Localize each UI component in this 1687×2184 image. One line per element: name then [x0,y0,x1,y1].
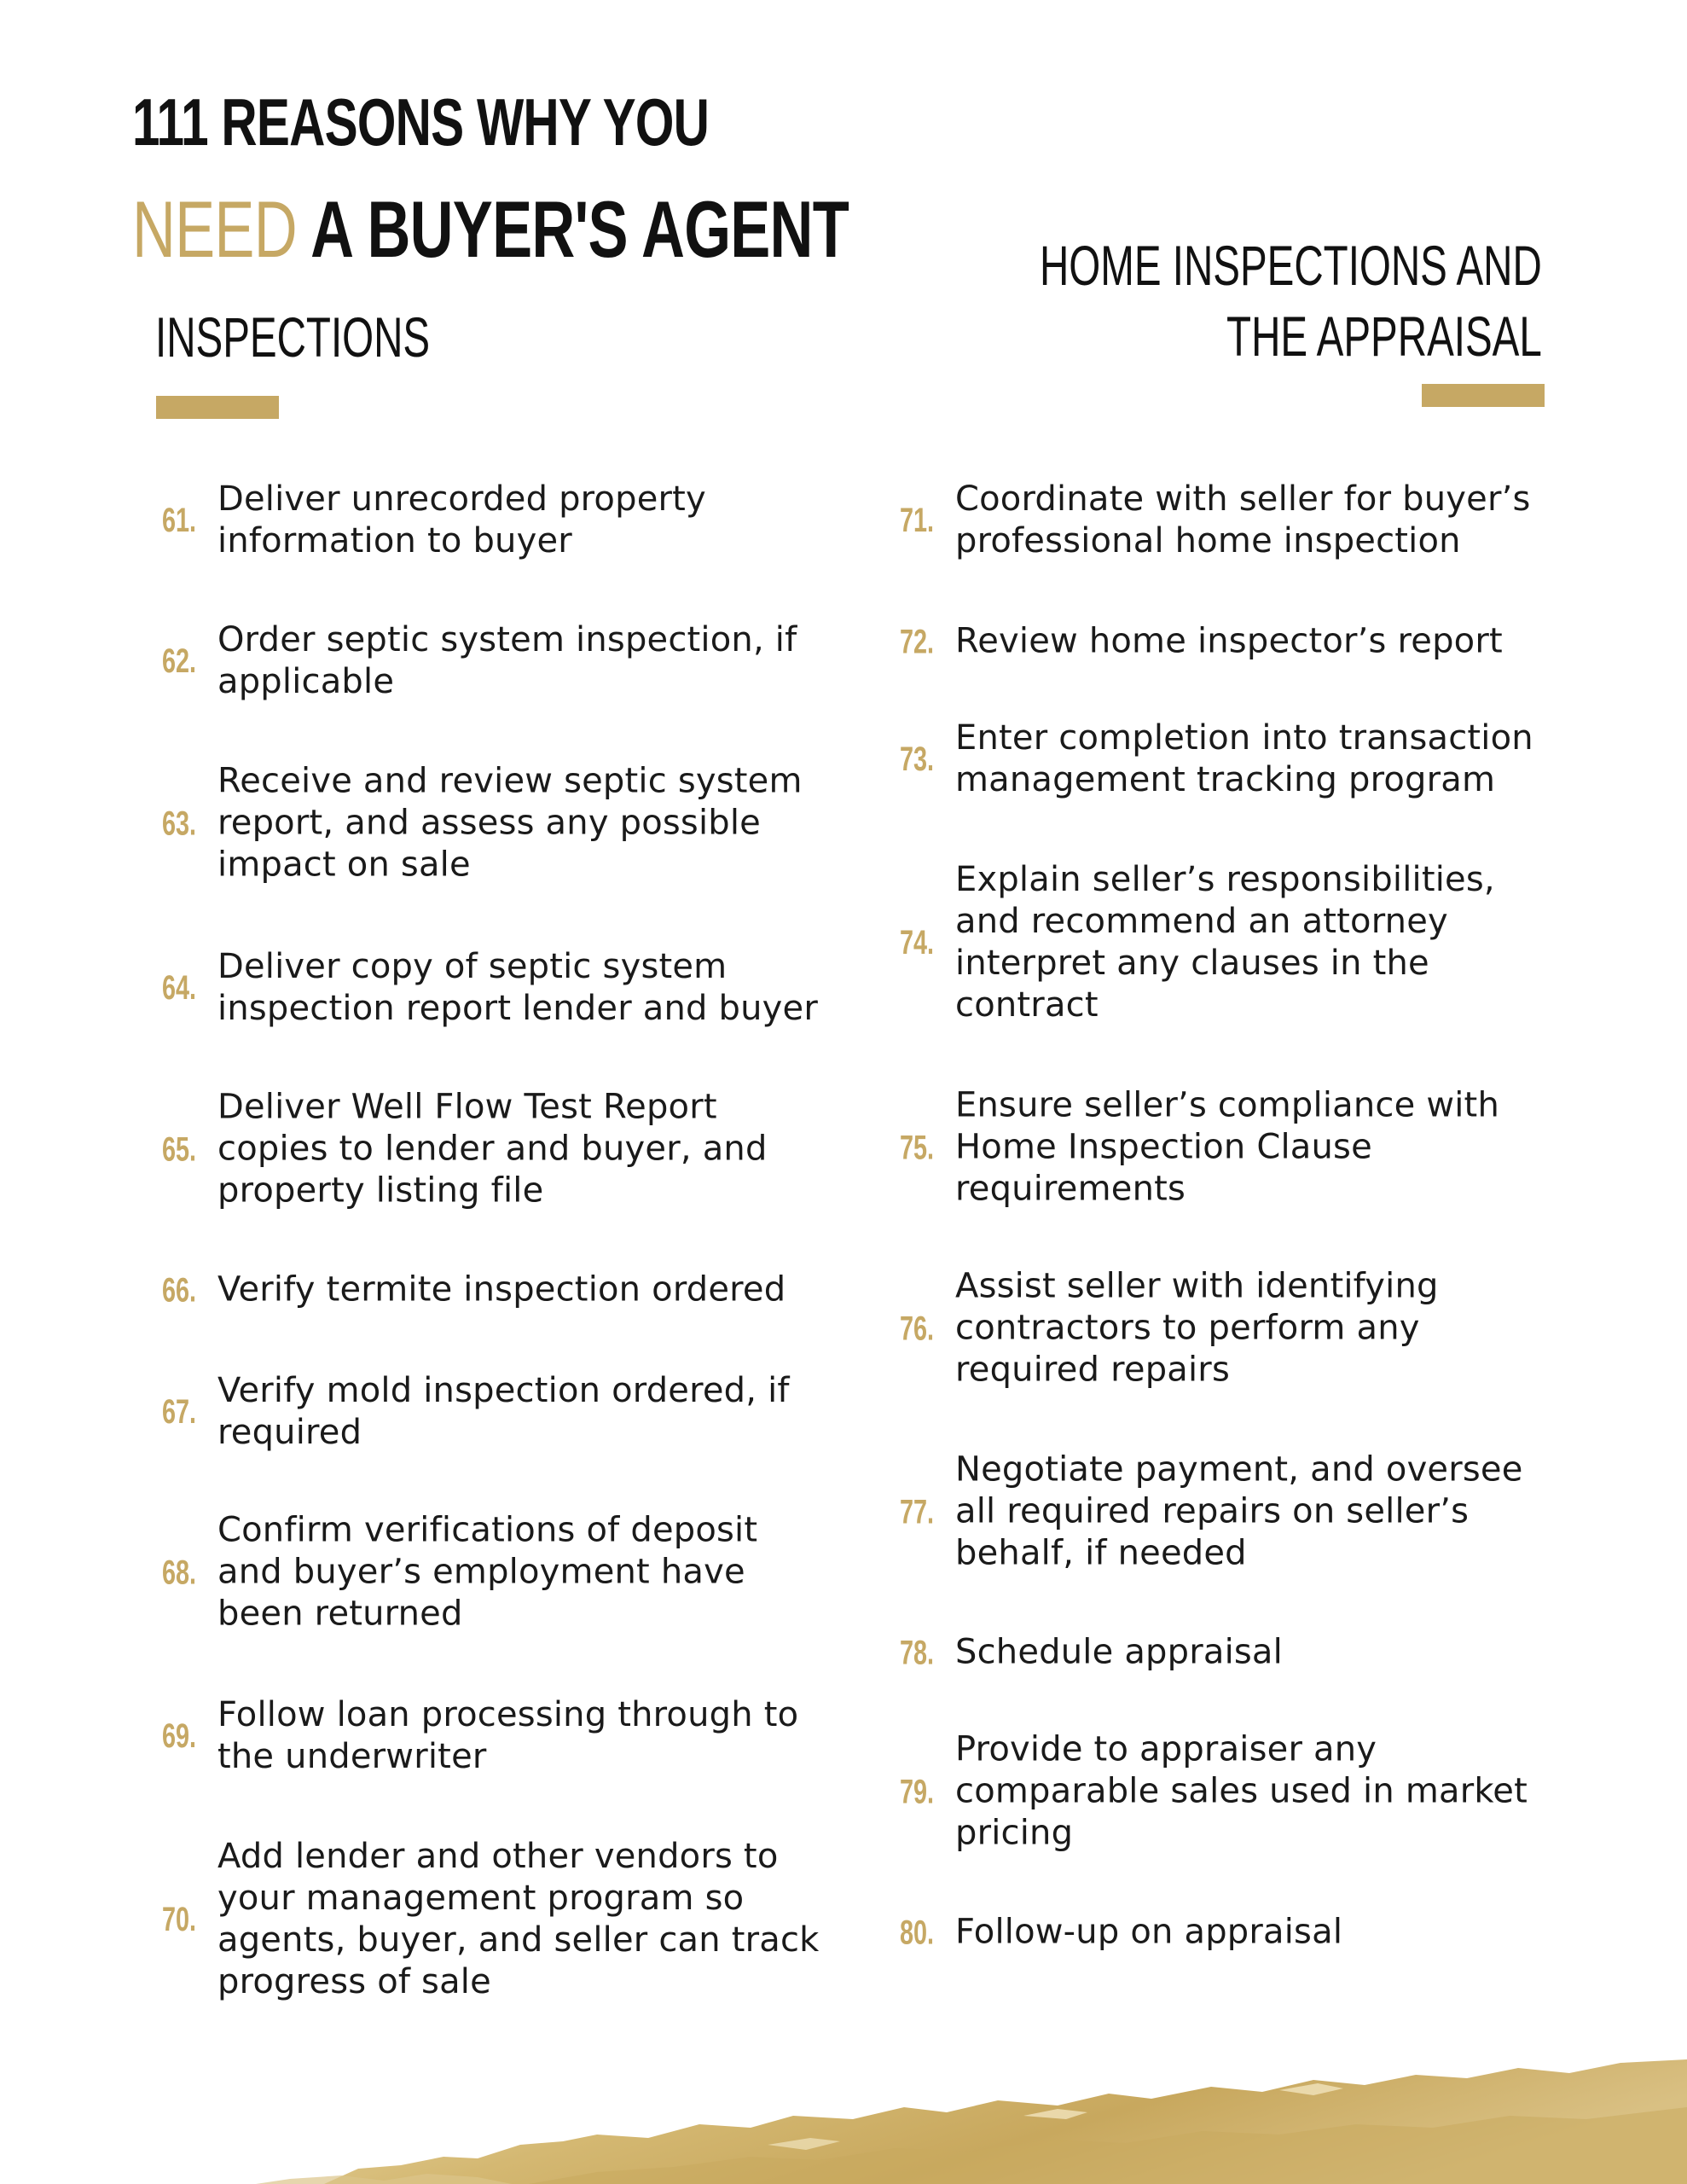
item-number: 80. [900,1914,935,1951]
item-number: 79. [900,1773,935,1810]
item-text-line: requirements [955,1169,1186,1209]
item-text-line: Home Inspection Clause [955,1127,1372,1167]
title-line2-rest: A BUYER'S AGENT [296,184,849,274]
item-text-line: Deliver unrecorded property [217,479,706,519]
item-text-line: contract [955,985,1099,1025]
title-accent-word: NEED [132,184,297,274]
list-item [900,1632,1283,1674]
list-item [162,619,797,703]
item-text-line: Follow-up on appraisal [955,1912,1343,1952]
item-text [955,859,1495,1026]
item-number: 71. [900,502,935,539]
item-text [955,621,1503,663]
item-text-line: management tracking program [955,760,1496,799]
item-text-line: Deliver copy of septic system [217,947,728,986]
item-text [955,717,1533,801]
item-number: 66. [162,1271,197,1309]
item-text [217,1269,786,1311]
item-text-line: and recommend an attorney [955,902,1448,941]
list-item [900,1729,1528,1855]
list-item [162,761,803,886]
page-title-line1: 111 REASONS WHY YOU [132,84,710,160]
list-item [162,1694,798,1778]
item-text [955,1449,1523,1575]
gold-brush-decoration [0,2056,1687,2184]
heading-underline-left [156,396,279,419]
item-text-line: Provide to appraiser any [955,1729,1377,1769]
list-item [162,479,706,562]
list-item [900,717,1533,801]
item-text-line: Enter completion into transaction [955,718,1533,758]
item-text-line: impact on sale [217,845,471,885]
item-text-line: Explain seller’s responsibilities, [955,860,1495,899]
list-item [900,1266,1439,1391]
item-text-line: Verify termite inspection ordered [217,1269,786,1310]
item-text-line: required [217,1413,362,1452]
item-number: 78. [900,1634,935,1671]
item-text [217,1694,798,1778]
item-text [217,619,797,703]
item-text-line: Review home inspector’s report [955,621,1503,661]
item-text-line: Coordinate with seller for buyer’s [955,479,1531,519]
list-item [900,479,1531,562]
item-number: 65. [162,1130,197,1168]
item-text-line: pricing [955,1813,1074,1853]
item-text-line: Verify mold inspection ordered, if [217,1371,790,1410]
item-number: 68. [162,1554,197,1591]
item-text-line: information to buyer [217,521,572,561]
item-number: 70. [162,1901,197,1938]
item-text-line: all required repairs on seller’s [955,1491,1470,1531]
item-number: 77. [900,1493,935,1531]
heading-underline-right [1422,384,1545,407]
item-text-line: property listing file [217,1170,544,1211]
list-item [162,946,818,1030]
item-number: 61. [162,502,197,539]
item-text-line: Add lender and other vendors to [217,1837,779,1876]
item-text-line: Receive and review septic system [217,761,803,801]
section-heading-right-line2: THE APPRAISAL [1226,304,1542,368]
section-heading-home-inspections [1040,230,1542,371]
item-text [955,1266,1439,1391]
item-text [217,1087,768,1212]
section-heading-inspections: INSPECTIONS [155,305,431,369]
item-text-line: inspection report lender and buyer [217,989,818,1028]
item-text [217,1370,790,1454]
list-item [162,1836,820,2003]
item-text-line: the underwriter [217,1737,487,1776]
item-text-line: behalf, if needed [955,1533,1247,1573]
list-item [900,1449,1523,1575]
item-number: 75. [900,1129,935,1166]
list-item [162,1510,757,1635]
item-text-line: Negotiate payment, and oversee [955,1449,1523,1490]
item-text [955,479,1531,562]
item-text-line: progress of sale [217,1962,491,2001]
item-text [217,1510,757,1635]
item-text-line: been returned [217,1594,463,1634]
list-item [900,621,1503,663]
item-text-line: Ensure seller’s compliance with [955,1085,1499,1125]
item-text-line: applicable [217,662,395,701]
item-number: 64. [162,969,197,1007]
item-text-line: contractors to perform any [955,1308,1420,1348]
item-text-line: copies to lender and buyer, and [217,1129,768,1169]
list-item [162,1087,768,1212]
item-text-line: and buyer’s employment have [217,1552,745,1592]
item-number: 63. [162,804,197,842]
item-text-line: Follow loan processing through to [217,1695,799,1734]
item-text [955,1632,1283,1674]
item-text-line: comparable sales used in market [955,1771,1528,1811]
item-number: 74. [900,924,935,961]
item-number: 67. [162,1393,197,1431]
item-text-line: report, and assess any possible [217,803,761,843]
item-text-line: required repairs [955,1350,1230,1390]
list-item [900,1912,1342,1954]
item-text-line: Schedule appraisal [955,1632,1283,1672]
item-number: 69. [162,1717,197,1755]
item-text [955,1912,1342,1954]
item-number: 72. [900,623,935,660]
item-text [217,761,803,886]
item-text [217,946,818,1030]
item-text-line: agents, buyer, and seller can track [217,1920,820,1960]
item-text-line: your management program so [217,1879,745,1918]
item-text-line: Deliver Well Flow Test Report [217,1087,717,1127]
item-number: 62. [162,642,197,680]
list-item [162,1269,786,1311]
item-text-line: Confirm verifications of deposit [217,1510,758,1550]
list-item [162,1370,790,1454]
item-text [955,1085,1499,1211]
list-item [900,859,1495,1026]
item-text-line: interpret any clauses in the [955,944,1429,983]
item-text [955,1729,1528,1855]
item-number: 73. [900,741,935,778]
page-title-line2 [132,184,849,274]
item-text-line: Order septic system inspection, if [217,620,797,659]
section-heading-right-line1: HOME INSPECTIONS AND [1040,234,1542,297]
item-text [217,1836,820,2003]
item-text [217,479,706,562]
list-item [900,1085,1499,1211]
item-number: 76. [900,1310,935,1347]
item-text-line: Assist seller with identifying [955,1266,1439,1306]
item-text-line: professional home inspection [955,521,1461,561]
